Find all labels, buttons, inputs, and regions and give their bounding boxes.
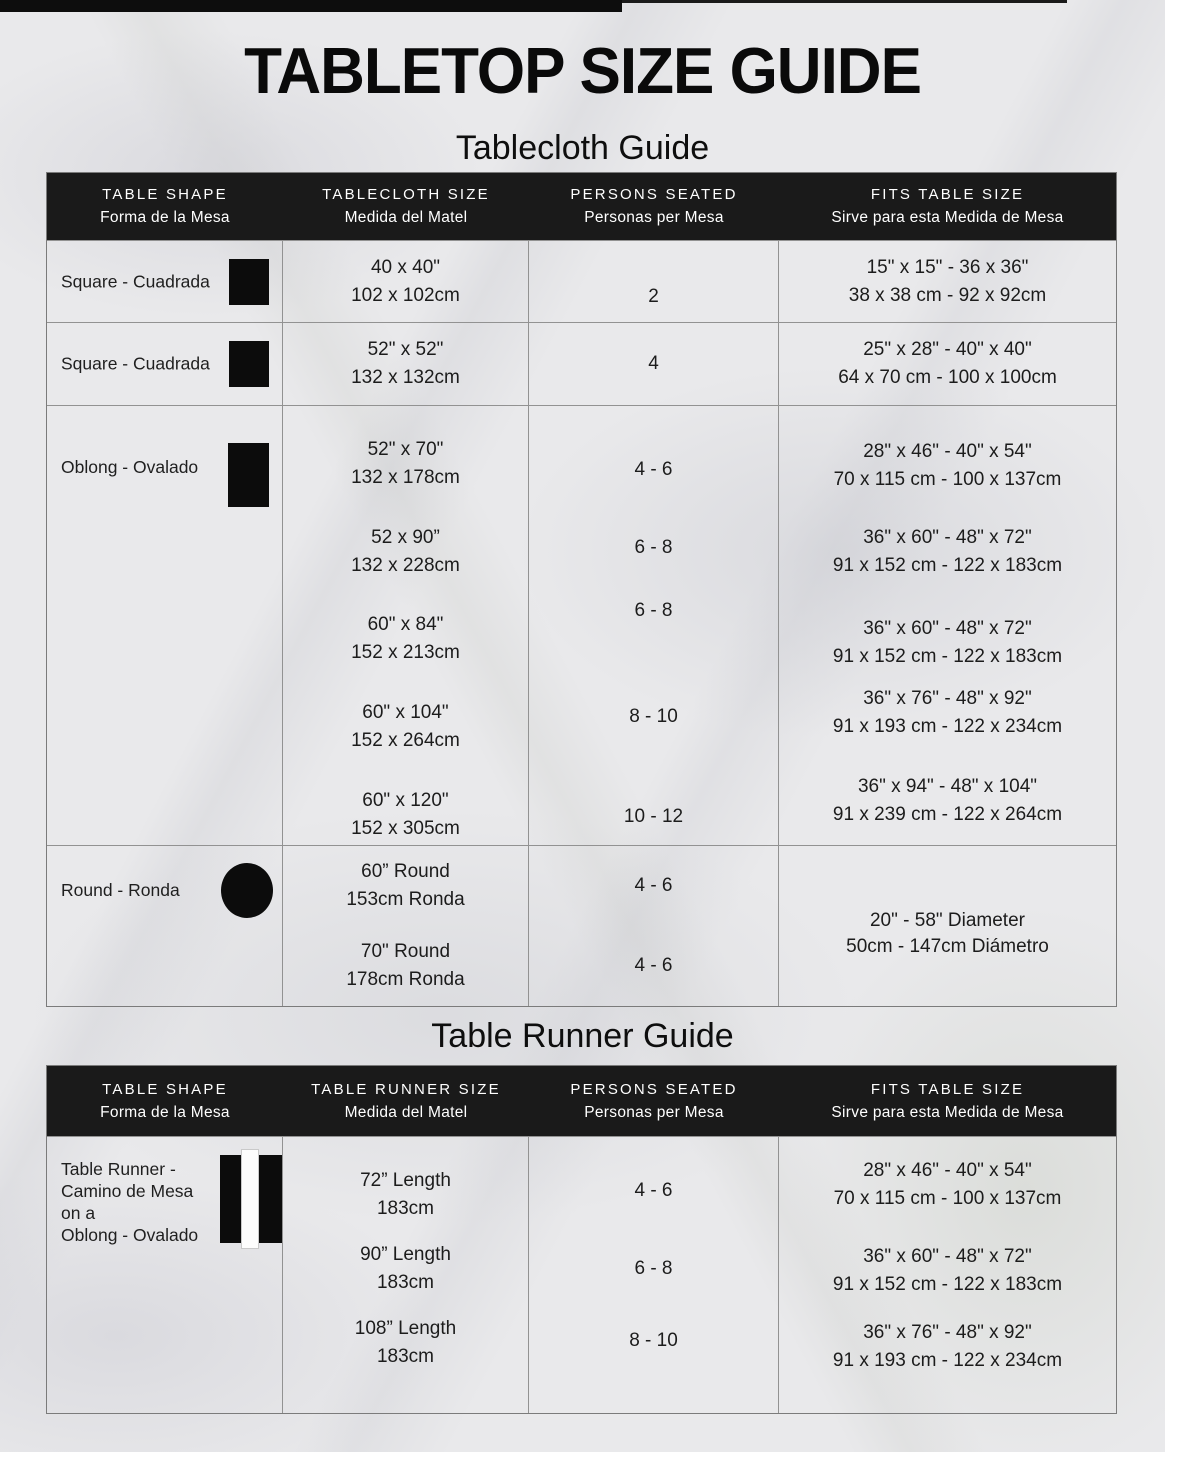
persons-value: 4 - 6	[634, 955, 673, 976]
size-line-1: 108” Length	[354, 1318, 457, 1339]
column-header-en: TABLE SHAPE	[102, 1080, 228, 1098]
fits-cell-group	[779, 406, 1116, 846]
size-line-1: 60” Round	[361, 861, 450, 882]
column-header-fits-table-size	[779, 1066, 1116, 1137]
top-edge-bar-thick	[0, 0, 622, 12]
column-header-es: Sirve para esta Medida de Mesa	[831, 209, 1064, 226]
runner-table	[46, 1065, 1117, 1414]
size-line-2: 132 x 178cm	[351, 466, 460, 488]
fits-line-1: 36" x 60" - 48" x 72"	[863, 1246, 1032, 1267]
size-line-2: 153cm Ronda	[346, 889, 465, 910]
fits-line-2: 70 x 115 cm - 100 x 137cm	[833, 1188, 1062, 1209]
column-header-en: PERSONS SEATED	[570, 1080, 738, 1098]
size-line-2: 152 x 305cm	[351, 818, 460, 840]
column-header-runner-size	[283, 1066, 529, 1137]
fits-line-2: 91 x 193 cm - 122 x 234cm	[832, 1350, 1063, 1371]
fits-line-1: 28" x 46" - 40" x 54"	[863, 1160, 1032, 1181]
square-shape-icon	[229, 259, 269, 305]
size-line-2: 152 x 213cm	[351, 642, 460, 664]
shape-label-line: Table Runner -	[61, 1159, 176, 1179]
persons-cell	[529, 323, 779, 406]
column-header-es: Medida del Matel	[344, 1103, 468, 1121]
size-cell	[283, 323, 529, 406]
persons-value: 4	[648, 353, 659, 374]
size-line-1: 52" x 70"	[367, 438, 444, 460]
column-header-en: TABLE RUNNER SIZE	[311, 1080, 501, 1098]
column-header-es: Forma de la Mesa	[100, 209, 230, 226]
fits-line-1: 28" x 46" - 40" x 54"	[863, 440, 1032, 462]
persons-cell	[529, 241, 779, 323]
shape-label-line: Camino de Mesa	[61, 1181, 194, 1201]
size-cell-group	[283, 1137, 529, 1413]
persons-value: 4 - 6	[634, 1180, 673, 1201]
fits-line-2: 38 x 38 cm - 92 x 92cm	[848, 284, 1047, 306]
persons-cell-group	[529, 1137, 779, 1413]
page-title: TABLETOP SIZE GUIDE	[244, 35, 921, 108]
shape-label: Round - Ronda	[61, 880, 180, 900]
tablecloth-table	[46, 172, 1117, 1007]
column-header-es: Forma de la Mesa	[100, 1103, 230, 1121]
persons-cell-group	[529, 846, 779, 1006]
size-line-1: 90” Length	[360, 1244, 451, 1265]
shape-label: Square - Cuadrada	[61, 353, 210, 374]
size-line-1: 60" x 84"	[367, 614, 444, 636]
fits-cell	[779, 241, 1116, 323]
fits-line-2: 91 x 193 cm - 122 x 234cm	[832, 716, 1063, 738]
size-line-1: 70" Round	[360, 941, 451, 962]
size-cell-group	[283, 406, 529, 846]
runner-stripe	[241, 1149, 259, 1249]
column-header-en: TABLECLOTH SIZE	[322, 186, 490, 203]
column-header-table-shape	[47, 1066, 283, 1137]
persons-cell-group	[529, 406, 779, 846]
fits-cell	[779, 323, 1116, 406]
fits-line-2: 91 x 152 cm - 122 x 183cm	[832, 646, 1063, 668]
fits-line-2: 91 x 152 cm - 122 x 183cm	[832, 1274, 1063, 1295]
column-header-es: Personas per Mesa	[584, 1103, 724, 1121]
persons-value: 10 - 12	[623, 806, 684, 828]
fits-line-2: 50cm - 147cm Diámetro	[846, 936, 1049, 957]
persons-value: 4 - 6	[634, 458, 673, 480]
column-header-en: FITS TABLE SIZE	[870, 1080, 1025, 1098]
persons-value: 2	[648, 285, 659, 307]
size-line-2: 132 x 132cm	[351, 367, 460, 388]
fits-line-1: 36" x 60" - 48" x 72"	[863, 618, 1032, 640]
fits-line-1: 20" - 58" Diameter	[869, 910, 1025, 931]
fits-line-1: 36" x 76" - 48" x 92"	[863, 1322, 1032, 1343]
shape-cell-oblong	[47, 406, 283, 846]
column-header-persons-seated	[529, 1066, 779, 1137]
shape-cell-square-2	[47, 323, 283, 406]
column-header-table-shape	[47, 173, 283, 241]
fits-line-1: 25" x 28" - 40" x 40"	[863, 339, 1032, 360]
fits-line-1: 36" x 60" - 48" x 72"	[863, 526, 1032, 548]
tablecloth-guide-heading: Tablecloth Guide	[455, 129, 710, 167]
column-header-es: Personas per Mesa	[584, 209, 724, 226]
persons-value: 6 - 8	[634, 536, 673, 558]
size-line-2: 102 x 102cm	[351, 284, 460, 306]
column-header-tablecloth-size	[283, 173, 529, 241]
column-header-en: FITS TABLE SIZE	[870, 186, 1025, 203]
size-line-1: 72” Length	[360, 1170, 451, 1191]
size-line-1: 52 x 90”	[371, 526, 440, 548]
fits-line-2: 91 x 152 cm - 122 x 183cm	[832, 554, 1063, 576]
size-line-2: 132 x 228cm	[351, 554, 460, 576]
shape-cell-square-1	[47, 241, 283, 323]
fits-line-1: 36" x 94" - 48" x 104"	[857, 776, 1038, 798]
shape-label-line: on a	[61, 1203, 96, 1223]
size-line-1: 40 x 40"	[370, 256, 441, 278]
column-header-persons-seated	[529, 173, 779, 241]
oblong-shape-icon	[228, 443, 269, 507]
fits-cell-group	[779, 1137, 1116, 1413]
size-line-1: 52" x 52"	[367, 339, 444, 360]
shape-cell-round	[47, 846, 283, 1006]
size-line-2: 183cm	[376, 1346, 435, 1367]
persons-value: 6 - 8	[634, 600, 673, 622]
column-header-es: Sirve para esta Medida de Mesa	[831, 1103, 1064, 1121]
persons-value: 4 - 6	[634, 875, 673, 896]
persons-value: 6 - 8	[634, 1258, 673, 1279]
fits-line-2: 91 x 239 cm - 122 x 264cm	[832, 804, 1063, 826]
fits-line-1: 15" x 15" - 36 x 36"	[866, 256, 1029, 278]
column-header-en: PERSONS SEATED	[570, 186, 738, 203]
column-header-en: TABLE SHAPE	[102, 186, 228, 203]
runner-guide-heading: Table Runner Guide	[431, 1017, 734, 1055]
fits-line-2: 70 x 115 cm - 100 x 137cm	[833, 468, 1062, 490]
column-header-es: Medida del Matel	[344, 209, 468, 226]
square-shape-icon	[229, 341, 269, 387]
size-line-2: 178cm Ronda	[346, 969, 465, 990]
round-shape-icon	[221, 863, 273, 918]
persons-value: 8 - 10	[629, 1330, 678, 1351]
column-header-fits-table-size	[779, 173, 1116, 241]
fits-line-2: 64 x 70 cm - 100 x 100cm	[838, 367, 1057, 388]
size-cell-group	[283, 846, 529, 1006]
shape-label	[61, 1158, 198, 1246]
persons-value: 8 - 10	[629, 706, 678, 728]
size-line-1: 60" x 104"	[362, 702, 449, 724]
size-cell	[283, 241, 529, 323]
size-line-1: 60" x 120"	[362, 790, 449, 812]
shape-label: Oblong - Ovalado	[61, 457, 199, 477]
shape-cell-table-runner	[47, 1137, 283, 1413]
shape-label-line: Oblong - Ovalado	[61, 1225, 199, 1245]
size-line-2: 183cm	[376, 1198, 435, 1219]
size-line-2: 183cm	[376, 1272, 435, 1293]
shape-label: Square - Cuadrada	[61, 271, 210, 291]
fits-cell-merged	[779, 846, 1116, 1006]
size-line-2: 152 x 264cm	[351, 730, 460, 752]
fits-line-1: 36" x 76" - 48" x 92"	[863, 688, 1032, 710]
table-runner-icon	[220, 1149, 282, 1249]
